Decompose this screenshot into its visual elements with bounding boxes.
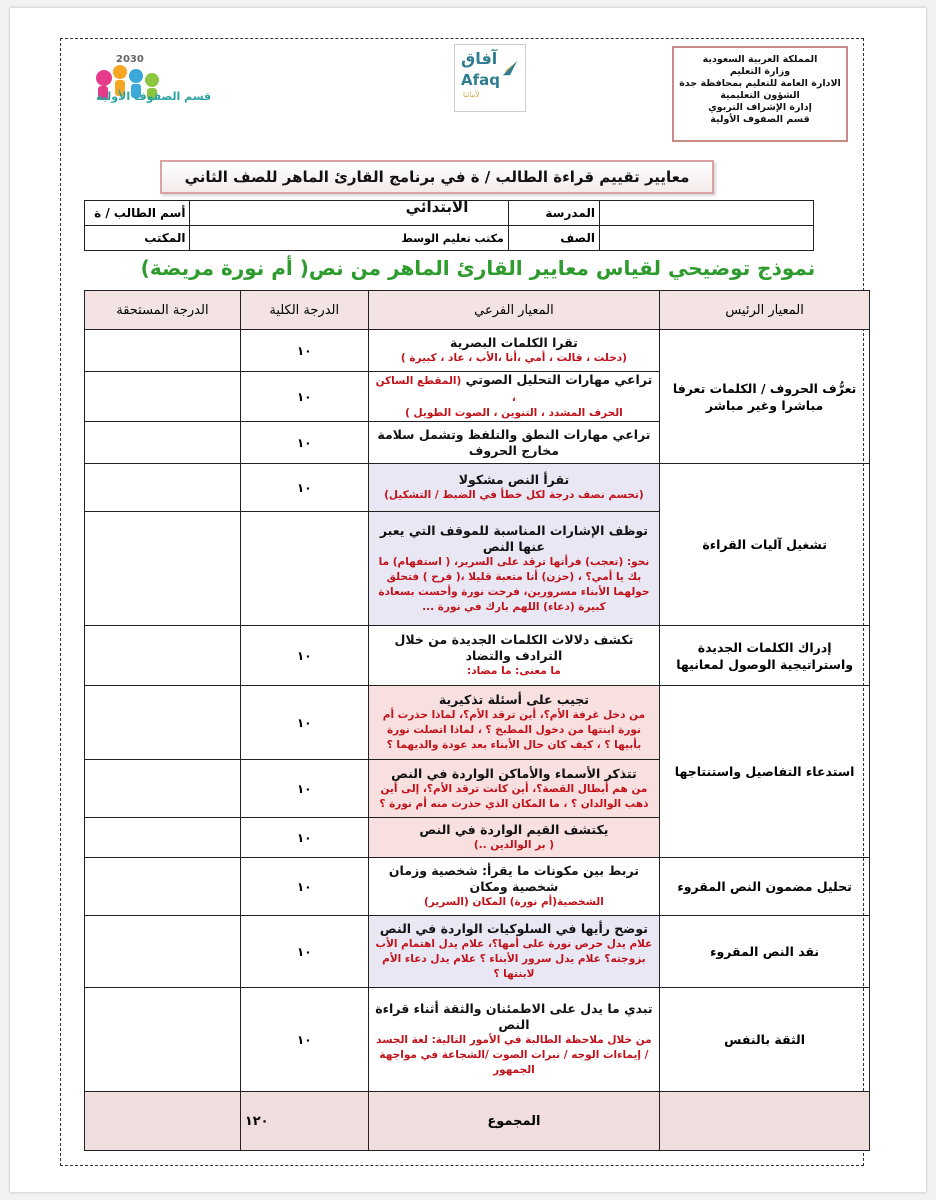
sub-criterion-example: ( بر الوالدين ..) <box>473 839 554 851</box>
total-grade-cell: ١٠ <box>240 760 368 818</box>
total-grade-cell: ١٠ <box>240 464 368 512</box>
total-grade-cell <box>240 512 368 626</box>
total-grade-cell: ١٠ <box>240 330 368 372</box>
table-row <box>85 686 870 760</box>
sub-criterion-example: الشخصية(أم نورة) المكان (السرير) <box>424 896 604 908</box>
main-criterion-cell: تعرُّف الحروف / الكلمات تعرفا مباشرا وغير مباشر <box>660 330 870 464</box>
sub-criterion-cell <box>368 512 660 626</box>
class-value[interactable] <box>600 226 814 251</box>
sub-criterion-cell <box>368 686 660 760</box>
sub-criterion-cell <box>368 626 660 686</box>
sub-criterion-cell <box>368 916 660 988</box>
earned-grade-cell[interactable] <box>85 464 241 512</box>
table-header-row <box>85 291 870 330</box>
main-criterion-cell: استدعاء التفاصيل واستنتاجها <box>660 686 870 858</box>
sub-criterion-cell <box>368 760 660 818</box>
earned-grade-cell[interactable] <box>85 422 241 464</box>
sub-criterion-text: تجيب على أسئلة تذكيرية <box>438 692 589 707</box>
sub-criterion-example: (تحسم نصف درجة لكل خطأ في الضبط / التشكيل) <box>384 489 644 501</box>
sub-criterion-cell <box>368 422 660 464</box>
ministry-line: المملكة العربية السعودية <box>702 54 818 65</box>
student-info-table <box>84 200 814 251</box>
afaq-logo-english: Afaq <box>461 71 500 89</box>
sub-criterion-text: تقرأ النص مشكولا <box>458 472 570 487</box>
sub-criterion-cell <box>368 330 660 372</box>
office-value[interactable]: مكتب تعليم الوسط <box>190 226 508 251</box>
afaq-logo <box>454 44 526 112</box>
header-total-grade: الدرجة الكلية <box>240 291 368 330</box>
sub-criterion-text: توضح رأيها في السلوكيات الواردة في النص <box>379 921 648 936</box>
table-row <box>85 916 870 988</box>
table-row <box>85 626 870 686</box>
sub-criterion-cell <box>368 464 660 512</box>
criteria-table <box>84 290 870 1151</box>
earned-grade-cell[interactable] <box>85 686 241 760</box>
sub-criterion-text: تتذكر الأسماء والأماكن الواردة في النص <box>391 765 637 781</box>
sub-criterion-cell <box>368 818 660 858</box>
sub-criterion-text: تبدي ما يدل على الاطمئنان والثقة أثناء قراءة النص <box>375 1001 653 1032</box>
school-label: المدرسة <box>508 201 599 226</box>
sub-criterion-example: من خلال ملاحظة الطالبة في الأمور التالية: لغة الجسد / إيماءات الوجه / نبرات الصوت /الشجاعة في مواجهة الجمهور <box>376 1034 652 1076</box>
earned-grade-cell[interactable] <box>85 988 241 1092</box>
sub-criterion-cell <box>368 988 660 1092</box>
sub-criterion-example: ما معنى: ما مضاد: <box>467 665 561 677</box>
afaq-mark-icon <box>501 59 519 77</box>
sub-criterion-text-part: تراعي مهارات التحليل الصوتي <box>465 372 653 387</box>
sub-criterion-text <box>373 372 656 406</box>
total-grade-cell: ١٠ <box>240 988 368 1092</box>
sub-criterion-example: من دخل غرفة الأم؟، أين ترقد الأم؟، لماذا حذرت أم نورة ابنتها من دخول المطبخ ؟ ، لماذا اتصلت نورة بأبيها ؟ ، كيف كان حال الأبناء بعد عودة والديهما ؟ <box>382 709 646 751</box>
total-grade-cell: ١٠ <box>240 422 368 464</box>
total-row <box>85 1092 870 1151</box>
sub-criterion-text: تراعي مهارات النطق والتلفظ وتشمل سلامة مخارج الحروف <box>377 426 651 458</box>
page-title: معايير تقييم قراءة الطالب / ة في برنامج القارئ الماهر للصف الثاني الابتدائي <box>160 160 714 194</box>
student-name-value[interactable] <box>190 201 508 226</box>
afaq-logo-arabic: آفاق <box>461 49 498 68</box>
sub-criterion-text-red: (المقطع الساكن ، <box>375 375 516 404</box>
sub-criterion-example: نحو: (تعجب) فرأتها ترقد على السرير، ( استفهام) ما بك يا أمي؟ ، (حزن) أنا متعبة قليلا ،( فرح ) فتحلق حولهما الأبناء مسرورين، فرحت نورة وأحست بسعادة كبيرة (دعاء) اللهم بارك في نورة ... <box>378 555 650 613</box>
header-sub-criterion: المعيار الفرعي <box>368 291 660 330</box>
table-row <box>85 988 870 1092</box>
ministry-line: إدارة الإشراف التربوي <box>708 102 812 113</box>
ministry-line: وزارة التعليم <box>729 66 791 77</box>
main-criterion-cell: إدراك الكلمات الجديدة واستراتيجية الوصول لمعانيها <box>660 626 870 686</box>
total-grade-cell: ١٠ <box>240 916 368 988</box>
vision-year: 2030 <box>116 54 144 65</box>
ministry-line: قسم الصفوف الأولية <box>710 114 810 125</box>
earned-total-cell[interactable] <box>85 1092 241 1151</box>
subtitle: نموذج توضيحي لقياس معايير القارئ الماهر من نص( أم نورة مريضة) <box>140 256 816 280</box>
total-grade-cell: ١٠ <box>240 372 368 422</box>
vision-caption: قسم الصفوف الأولية <box>96 90 212 103</box>
ministry-header-box <box>672 46 848 142</box>
sub-criterion-example: (دخلت ، قالت ، أمي ،أنا ،الأب ، عاد ، كبيرة ) <box>400 352 627 364</box>
total-grade-cell: ١٠ <box>240 686 368 760</box>
total-grade-cell: ١٠ <box>240 626 368 686</box>
total-value: ١٢٠ <box>240 1092 368 1151</box>
earned-grade-cell[interactable] <box>85 818 241 858</box>
school-value[interactable] <box>600 201 814 226</box>
earned-grade-cell[interactable] <box>85 512 241 626</box>
earned-grade-cell[interactable] <box>85 372 241 422</box>
table-row <box>85 858 870 916</box>
sub-criterion-example: من هم أبطال القصة؟، أين كانت ترقد الأم؟، إلى أين ذهب الوالدان ؟ ، ما المكان الذي حذرت منه أم نورة ؟ <box>379 782 649 810</box>
afaq-tagline: لأبنائنا <box>463 91 480 99</box>
table-row <box>85 464 870 512</box>
sub-criterion-cell <box>368 372 660 422</box>
header-earned-grade: الدرجة المستحقة <box>85 291 241 330</box>
total-empty-cell <box>660 1092 870 1151</box>
sub-criterion-text: تكشف دلالات الكلمات الجديدة من خلال الترادف والتضاد <box>394 632 634 663</box>
main-criterion-cell: الثقة بالنفس <box>660 988 870 1092</box>
sub-criterion-text: تربط بين مكونات ما يقرأ: شخصية وزمان شخصية ومكان <box>388 863 639 894</box>
main-criterion-cell: نقد النص المقروء <box>660 916 870 988</box>
earned-grade-cell[interactable] <box>85 760 241 818</box>
earned-grade-cell[interactable] <box>85 626 241 686</box>
office-label: المكتب <box>85 226 190 251</box>
main-criterion-cell: تحليل مضمون النص المقروء <box>660 858 870 916</box>
sub-criterion-example: علام يدل حرص نورة على أمها؟، علام يدل اهتمام الأب بزوجته؟ علام يدل سرور الأبناء ؟ علام يدل دعاء الأم لابنتها ؟ <box>375 938 653 980</box>
sub-criterion-text: توظف الإشارات المناسبة للموقف التي يعبر عنها النص <box>379 522 648 554</box>
total-grade-cell: ١٠ <box>240 818 368 858</box>
table-row <box>85 330 870 372</box>
total-grade-cell: ١٠ <box>240 858 368 916</box>
ministry-line: الشؤون التعليمية <box>720 90 800 101</box>
sub-criterion-cell <box>368 858 660 916</box>
sub-criterion-text: تقرا الكلمات البصرية <box>449 335 578 350</box>
ministry-line: الادارة العامة للتعليم بمحافظة جدة <box>679 78 841 89</box>
header-main-criterion: المعيار الرئيس <box>660 291 870 330</box>
class-label: الصف <box>508 226 599 251</box>
main-criterion-cell: تشغيل آليات القراءة <box>660 464 870 626</box>
sub-criterion-text: يكتشف القيم الواردة في النص <box>419 822 609 837</box>
earned-grade-cell[interactable] <box>85 330 241 372</box>
student-name-label: أسم الطالب / ة <box>85 201 190 226</box>
earned-grade-cell[interactable] <box>85 916 241 988</box>
total-label: المجموع <box>368 1092 660 1151</box>
sub-criterion-example: الحرف المشدد ، التنوين ، الصوت الطويل ) <box>405 407 623 419</box>
earned-grade-cell[interactable] <box>85 858 241 916</box>
